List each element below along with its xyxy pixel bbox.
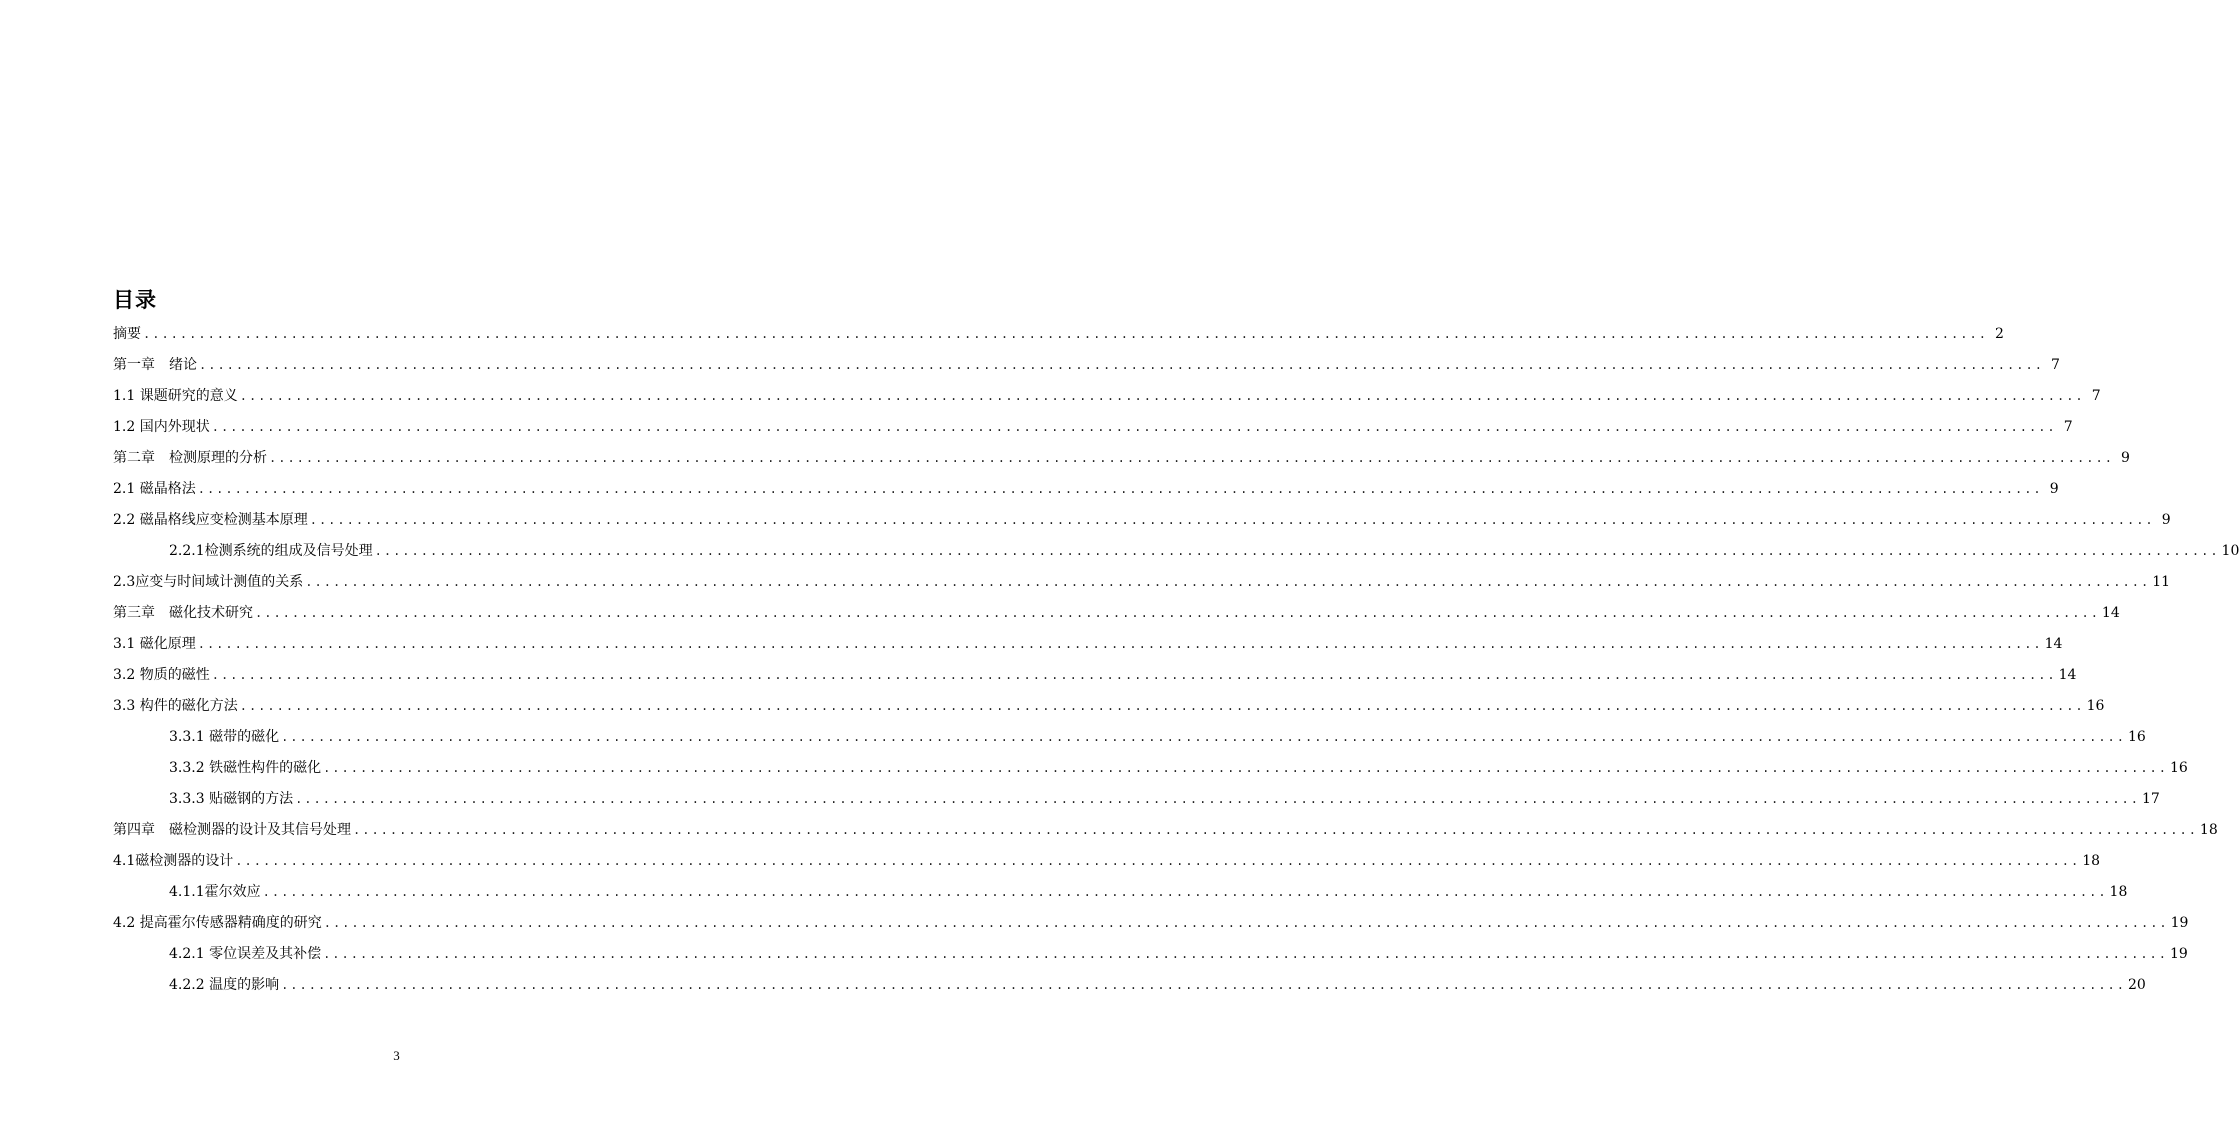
- toc-entry[interactable]: [113, 319, 2004, 350]
- toc-entry[interactable]: [113, 567, 2171, 598]
- toc-entry[interactable]: [113, 505, 2171, 536]
- toc-leader-dots: ........................................................................................................................................................................................................: [197, 482, 2043, 496]
- toc-entry-page: 18: [2082, 853, 2101, 869]
- toc-entry[interactable]: [113, 877, 2128, 908]
- toc-leader-dots: ........................................................................................................................................................................................................: [295, 792, 2140, 806]
- toc-entry[interactable]: [113, 474, 2059, 505]
- toc-entry-label: 4.2 提高霍尔传感器精确度的研究: [113, 915, 322, 931]
- toc-leader-dots: ........................................................................................................................................................................................................: [239, 389, 2085, 403]
- toc-leader-dots: ........................................................................................................................................................................................................: [197, 637, 2043, 651]
- toc-entry[interactable]: [113, 846, 2101, 877]
- toc-entry-label: 2.3应变与时间域计测值的关系: [113, 574, 304, 590]
- toc-entry[interactable]: [113, 815, 2218, 846]
- toc-entry-page: 14: [2101, 605, 2120, 621]
- toc-entry-page: 16: [2170, 760, 2188, 776]
- toc-entry[interactable]: [113, 381, 2101, 412]
- toc-entry-page: 18: [2109, 884, 2128, 900]
- toc-entry[interactable]: [113, 412, 2073, 443]
- toc-leader-dots: ........................................................................................................................................................................................................: [262, 885, 2108, 899]
- toc-leader-dots: ........................................................................................................................................................................................................: [353, 823, 2198, 837]
- toc-entry[interactable]: [113, 753, 2188, 784]
- toc-entry[interactable]: [113, 629, 2063, 660]
- toc-entry-page: 20: [2128, 977, 2146, 993]
- toc-leader-dots: ........................................................................................................................................................................................................: [323, 761, 2168, 775]
- toc-entry-label: 2.2.1检测系统的组成及信号处理: [169, 543, 373, 559]
- toc-leader-dots: ........................................................................................................................................................................................................: [255, 606, 2100, 620]
- toc-entry-label: 3.3.3 贴磁钢的方法: [169, 791, 294, 807]
- toc-entry-label: 第二章 检测原理的分析: [113, 450, 267, 466]
- toc-entry-label: 3.1 磁化原理: [113, 636, 196, 652]
- toc-entry-label: 3.3.1 磁带的磁化: [169, 729, 280, 745]
- table-of-contents: [113, 319, 2239, 1001]
- toc-leader-dots: ........................................................................................................................................................................................................: [269, 451, 2114, 465]
- toc-entry-label: 3.3.2 铁磁性构件的磁化: [169, 760, 322, 776]
- toc-entry-label: 2.1 磁晶格法: [113, 481, 196, 497]
- toc-leader-dots: ........................................................................................................................................................................................................: [281, 730, 2126, 744]
- toc-entry-label: 摘要: [113, 326, 141, 342]
- toc-entry[interactable]: [113, 691, 2105, 722]
- toc-entry[interactable]: [113, 598, 2120, 629]
- toc-entry[interactable]: [113, 784, 2160, 815]
- toc-entry-label: 1.2 国内外现状: [113, 419, 210, 435]
- toc-leader-dots: ........................................................................................................................................................................................................: [211, 420, 2057, 434]
- toc-leader-dots: ........................................................................................................................................................................................................: [305, 575, 2151, 589]
- toc-entry-label: 4.1磁检测器的设计: [113, 853, 234, 869]
- toc-leader-dots: ........................................................................................................................................................................................................: [323, 947, 2168, 961]
- toc-leader-dots: ........................................................................................................................................................................................................: [143, 327, 1988, 341]
- toc-entry-page: 16: [2086, 698, 2105, 714]
- toc-entry-label: 第四章 磁检测器的设计及其信号处理: [113, 822, 351, 838]
- toc-entry-page: 9: [2121, 450, 2130, 466]
- toc-entry-label: 3.3 构件的磁化方法: [113, 698, 238, 714]
- toc-entry-page: 19: [2170, 946, 2188, 962]
- toc-entry[interactable]: [113, 536, 2239, 567]
- toc-entry-page: 11: [2152, 574, 2171, 590]
- toc-title: 目录: [113, 288, 157, 312]
- toc-entry[interactable]: [113, 908, 2189, 939]
- toc-entry-page: 14: [2058, 667, 2077, 683]
- toc-entry-page: 17: [2142, 791, 2160, 807]
- toc-entry-page: 2: [1995, 326, 2004, 342]
- toc-entry-page: 9: [2049, 481, 2059, 497]
- toc-leader-dots: ........................................................................................................................................................................................................: [211, 668, 2057, 682]
- toc-entry-label: 4.1.1霍尔效应: [169, 884, 261, 900]
- toc-leader-dots: ........................................................................................................................................................................................................: [235, 854, 2081, 868]
- toc-entry[interactable]: [113, 350, 2060, 381]
- toc-entry-page: 7: [2091, 388, 2101, 404]
- toc-entry-label: 第三章 磁化技术研究: [113, 605, 253, 621]
- toc-entry-label: 3.2 物质的磁性: [113, 667, 210, 683]
- toc-entry-label: 1.1 课题研究的意义: [113, 388, 238, 404]
- toc-entry[interactable]: [113, 970, 2146, 1001]
- toc-entry-page: 9: [2161, 512, 2171, 528]
- toc-entry[interactable]: [113, 660, 2077, 691]
- toc-leader-dots: ........................................................................................................................................................................................................: [199, 358, 2044, 372]
- toc-leader-dots: ........................................................................................................................................................................................................: [239, 699, 2085, 713]
- toc-entry-page: 10: [2221, 543, 2239, 559]
- toc-entry-page: 16: [2128, 729, 2146, 745]
- toc-entry-page: 18: [2199, 822, 2218, 838]
- toc-leader-dots: ........................................................................................................................................................................................................: [374, 544, 2220, 558]
- toc-entry-label: 4.2.2 温度的影响: [169, 977, 280, 993]
- toc-entry-label: 4.2.1 零位误差及其补偿: [169, 946, 322, 962]
- toc-entry[interactable]: [113, 722, 2146, 753]
- toc-leader-dots: ........................................................................................................................................................................................................: [309, 513, 2155, 527]
- toc-entry-page: 14: [2044, 636, 2063, 652]
- toc-entry[interactable]: [113, 443, 2130, 474]
- page-number: 3: [393, 1048, 400, 1063]
- toc-entry-label: 第一章 绪论: [113, 357, 197, 373]
- toc-entry-label: 2.2 磁晶格线应变检测基本原理: [113, 512, 308, 528]
- toc-entry[interactable]: [113, 939, 2188, 970]
- toc-leader-dots: ........................................................................................................................................................................................................: [323, 916, 2169, 930]
- toc-entry-page: 19: [2170, 915, 2189, 931]
- toc-leader-dots: ........................................................................................................................................................................................................: [281, 978, 2126, 992]
- toc-entry-page: 7: [2051, 357, 2060, 373]
- toc-entry-page: 7: [2063, 419, 2073, 435]
